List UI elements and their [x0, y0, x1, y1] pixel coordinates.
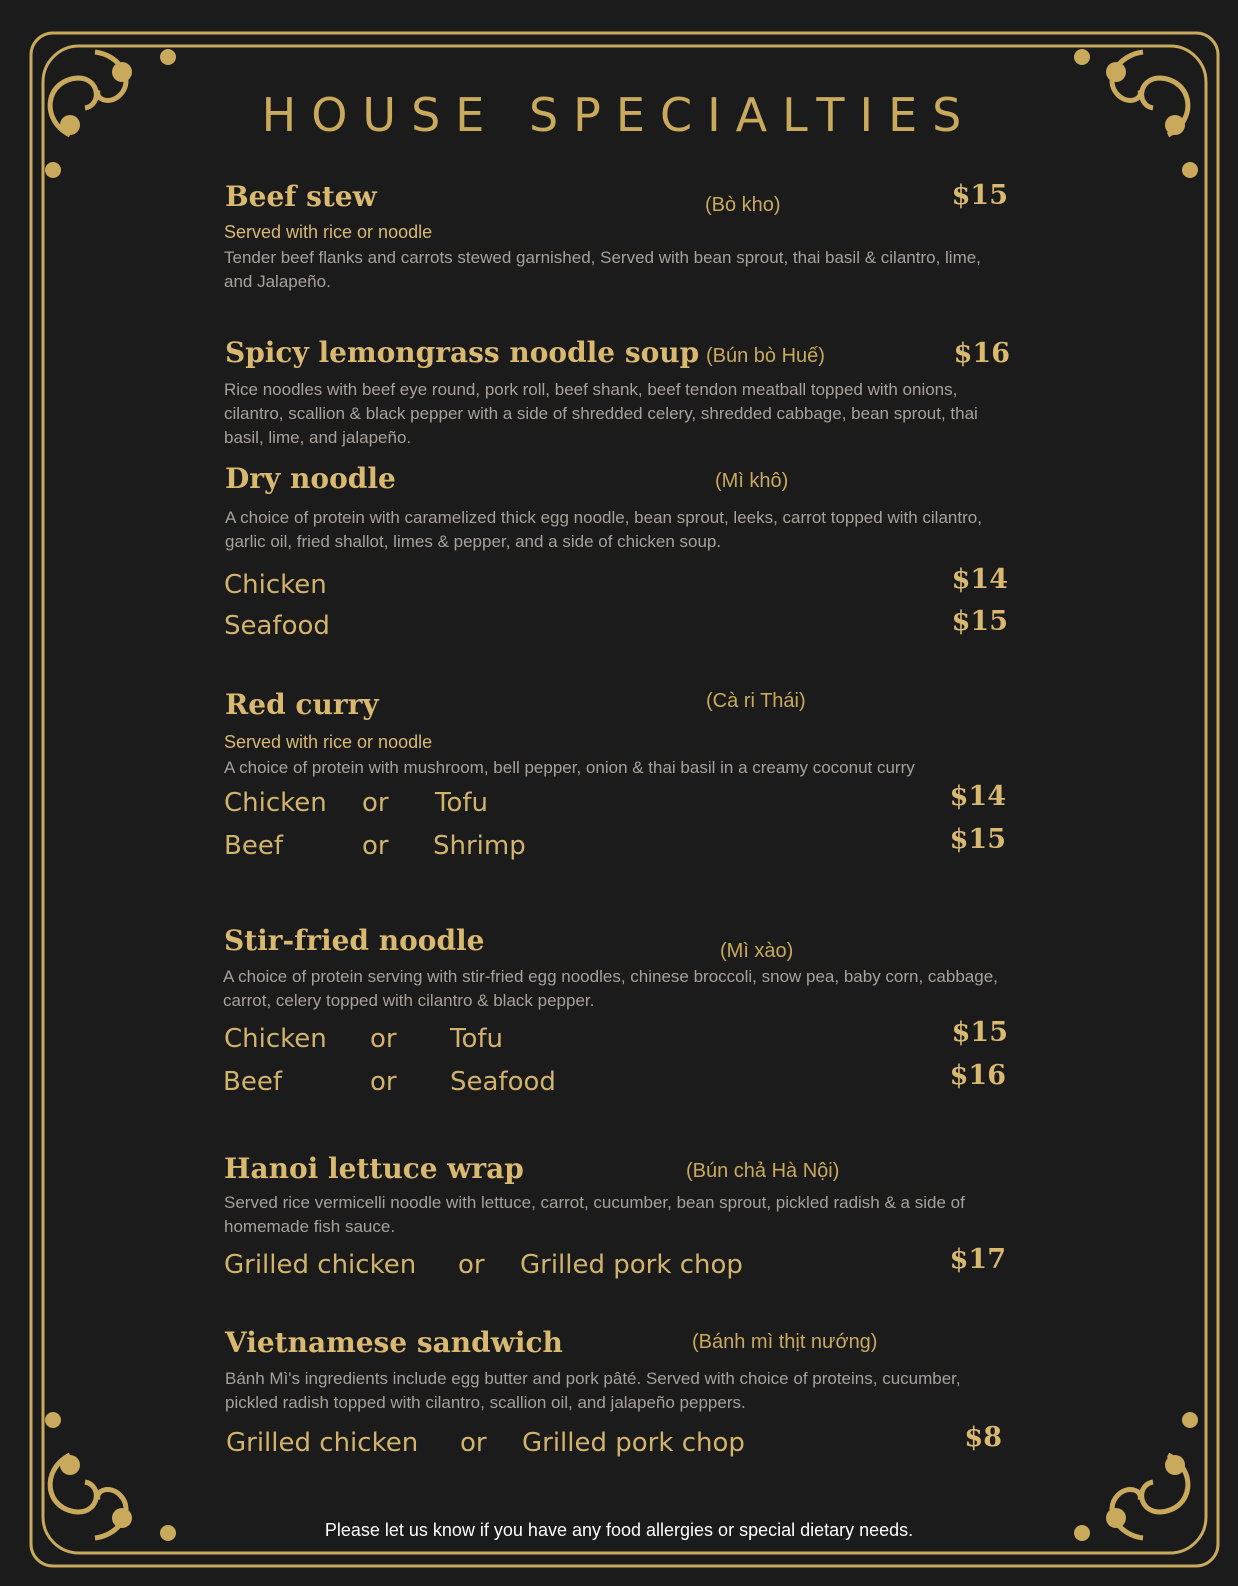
- option-stir-fried-or2: or: [370, 1067, 397, 1097]
- option-red-curry-a2: Beef: [224, 831, 283, 861]
- option-price-red-curry-2: $15: [949, 824, 1006, 855]
- item-viet-bun-bo-hue: (Bún bò Huế): [706, 345, 825, 367]
- item-sub-red-curry: Served with rice or noodle: [224, 732, 433, 752]
- item-viet-red-curry: (Cà ri Thái): [706, 690, 806, 712]
- option-stir-fried-b2: Seafood: [450, 1067, 556, 1097]
- item-price-beef-stew: $15: [951, 180, 1008, 211]
- item-sub-beef-stew: Served with rice or noodle: [224, 222, 433, 242]
- option-hanoi-wrap-b: Grilled pork chop: [520, 1250, 743, 1280]
- option-banh-mi-b: Grilled pork chop: [522, 1428, 745, 1458]
- option-price-dry-noodle-seafood: $15: [951, 606, 1008, 637]
- option-hanoi-wrap-or: or: [458, 1250, 485, 1280]
- option-price-hanoi-wrap: $17: [949, 1244, 1006, 1275]
- item-desc-dry-noodle: A choice of protein with caramelized thick egg noodle, bean sprout, leeks, carrot topped with cilantro, garlic oil, fried shallot, limes & pepper, and a side of chicken soup.: [225, 508, 982, 551]
- item-viet-banh-mi: (Bánh mì thịt nướng): [692, 1331, 878, 1353]
- item-name-hanoi-wrap: Hanoi lettuce wrap: [224, 1152, 524, 1185]
- option-price-dry-noodle-chicken: $14: [951, 564, 1008, 595]
- item-price-bun-bo-hue: $16: [953, 338, 1010, 369]
- item-desc-beef-stew: Tender beef flanks and carrots stewed garnished, Served with bean sprout, thai basil & cilantro, lime, and Jalapeño.: [224, 248, 981, 291]
- option-dry-noodle-seafood: Seafood: [224, 611, 330, 641]
- option-red-curry-b1: Tofu: [435, 788, 489, 818]
- option-hanoi-wrap-a: Grilled chicken: [224, 1250, 417, 1280]
- option-price-stir-fried-1: $15: [951, 1017, 1008, 1048]
- option-red-curry-or2: or: [362, 831, 389, 861]
- item-desc-red-curry: A choice of protein with mushroom, bell pepper, onion & thai basil in a creamy coconut curry: [224, 758, 915, 777]
- allergy-footer-note: Please let us know if you have any food allergies or special dietary needs.: [324, 1520, 914, 1540]
- option-dry-noodle-chicken: Chicken: [224, 570, 327, 600]
- option-stir-fried-a1: Chicken: [224, 1024, 327, 1054]
- item-desc-banh-mi: Bánh Mì's ingredients include egg butter and pork pâté. Served with choice of proteins, cucumber, pickled radish topped with cilantro, scallion oil, and jalapeño peppers.: [225, 1369, 961, 1412]
- item-viet-beef-stew: (Bò kho): [705, 194, 781, 216]
- option-price-red-curry-1: $14: [949, 781, 1006, 812]
- item-desc-stir-fried: A choice of protein serving with stir-fried egg noodles, chinese broccoli, snow pea, baby corn, cabbage, carrot, celery topped with cilantro & black pepper.: [223, 967, 998, 1010]
- option-stir-fried-or1: or: [370, 1024, 397, 1054]
- item-desc-hanoi-wrap: Served rice vermicelli noodle with lettuce, carrot, cucumber, bean sprout, pickled radish & a side of homemade fish sauce.: [224, 1193, 965, 1236]
- item-name-red-curry: Red curry: [225, 688, 379, 721]
- item-name-bun-bo-hue: Spicy lemongrass noodle soup: [225, 336, 700, 369]
- option-price-stir-fried-2: $16: [949, 1060, 1006, 1091]
- option-stir-fried-a2: Beef: [223, 1067, 282, 1097]
- item-name-dry-noodle: Dry noodle: [225, 462, 396, 495]
- item-name-stir-fried: Stir-fried noodle: [224, 924, 485, 957]
- item-viet-stir-fried: (Mì xào): [720, 940, 794, 962]
- option-price-banh-mi: $8: [964, 1422, 1002, 1453]
- menu-title: HOUSE SPECIALTIES: [261, 88, 977, 142]
- option-banh-mi-or: or: [460, 1428, 487, 1458]
- option-red-curry-a1: Chicken: [224, 788, 327, 818]
- item-desc-bun-bo-hue: Rice noodles with beef eye round, pork roll, beef shank, beef tendon meatball topped with onions, cilantro, scallion & black pepper with a side of shredded celery, shredded cabbage, bean sprout, thai basil, lime, and jalapeño.: [224, 380, 978, 447]
- item-viet-dry-noodle: (Mì khô): [715, 470, 789, 492]
- item-name-beef-stew: Beef stew: [225, 180, 377, 213]
- item-name-banh-mi: Vietnamese sandwich: [225, 1326, 563, 1359]
- option-banh-mi-a: Grilled chicken: [226, 1428, 419, 1458]
- option-red-curry-b2: Shrimp: [433, 831, 526, 861]
- item-viet-hanoi-wrap: (Bún chả Hà Nội): [686, 1160, 840, 1182]
- option-stir-fried-b1: Tofu: [450, 1024, 504, 1054]
- option-red-curry-or1: or: [362, 788, 389, 818]
